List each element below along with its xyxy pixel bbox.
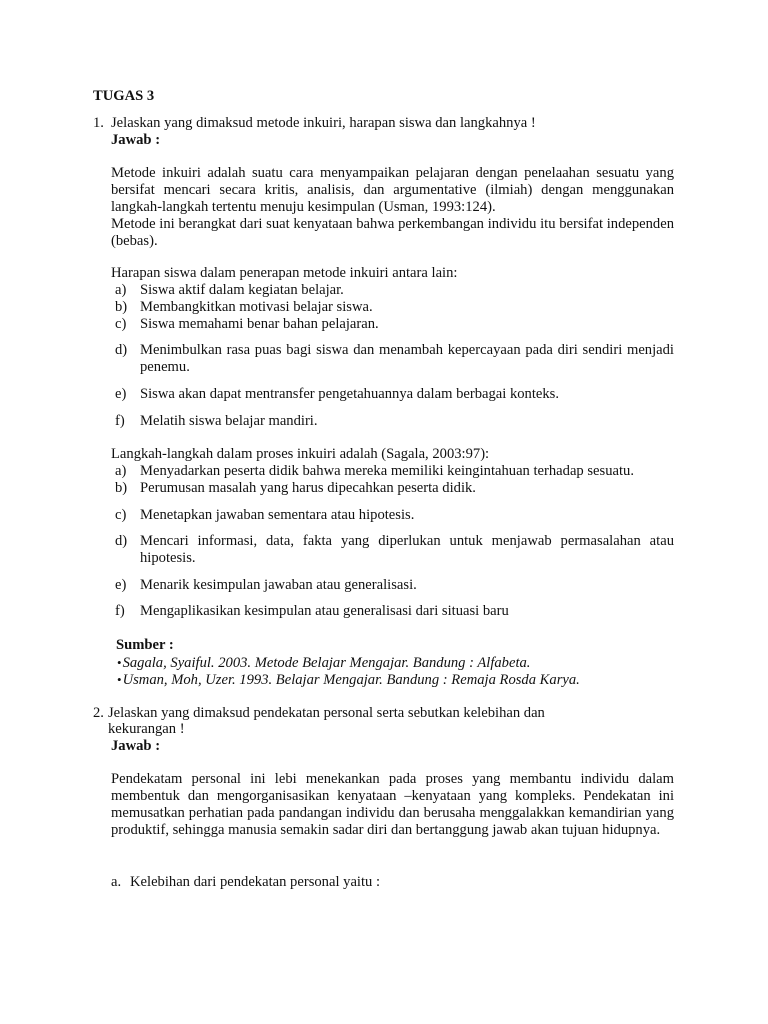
langkah-item bbox=[115, 463, 674, 480]
harapan-intro: Harapan siswa dalam penerapan metode inkuiri antara lain: bbox=[111, 265, 458, 281]
harapan-item bbox=[115, 282, 674, 299]
q2-question-line2: kekurangan ! bbox=[108, 721, 185, 737]
q1-para1: Metode inkuiri adalah suatu cara menyampaikan pelajaran dengan penelaahan sesuatu yang bersifat mencari secara kritis, analisis, dan argumentative (ilmiah) dengan menggunakan langkah-langkah tertentu menuju kesimpulan (Usman, 1993:124). bbox=[111, 165, 674, 215]
bullet-icon: • bbox=[117, 672, 122, 687]
q2-sub-a bbox=[111, 874, 381, 891]
list-label: a) bbox=[115, 463, 127, 479]
list-label: d) bbox=[115, 533, 128, 549]
q2-para: Pendekatam personal ini lebi menekankan pada proses yang membantu individu dalam membentuk dan mengorganisasikan kenyataan –kenyataan yang kompleks. Pendekatan ini memusatkan perhatian pada pandangan individu dan berusaha menggalakkan kemandirian yang produktif, sehingga manusia semakin sadar diri dan bertanggung jawab akan tujuan hidupnya. bbox=[111, 771, 674, 838]
langkah-item bbox=[115, 603, 674, 620]
q1-definition-paragraph bbox=[111, 165, 674, 250]
list-label: d) bbox=[115, 342, 128, 358]
q1-para2: Metode ini berangkat dari suat kenyataan bahwa perkembangan individu itu bersifat independen (bebas). bbox=[111, 216, 674, 249]
q2-answer-label: Jawab : bbox=[111, 738, 161, 754]
q1-question-text: Jelaskan yang dimaksud metode inkuiri, harapan siswa dan langkahnya ! bbox=[111, 115, 536, 131]
sumber-item bbox=[117, 671, 580, 689]
sub-a-text: Kelebihan dari pendekatan personal yaitu : bbox=[130, 874, 381, 890]
sumber-label: Sumber : bbox=[116, 637, 174, 653]
list-text: Menimbulkan rasa puas bagi siswa dan menambah kepercayaan pada diri sendiri menjadi penemu. bbox=[140, 342, 674, 375]
sumber-text: Sagala, Syaiful. 2003. Metode Belajar Mengajar. Bandung : Alfabeta. bbox=[122, 655, 531, 671]
list-label: e) bbox=[115, 577, 127, 593]
list-text: Mencari informasi, data, fakta yang diperlukan untuk menjawab permasalahan atau hipotesis. bbox=[140, 533, 674, 566]
list-text: Melatih siswa belajar mandiri. bbox=[140, 413, 318, 429]
langkah-item bbox=[115, 507, 674, 524]
harapan-item bbox=[115, 386, 674, 403]
q1-answer-label: Jawab : bbox=[111, 132, 161, 148]
sumber-item bbox=[117, 654, 530, 672]
langkah-item bbox=[115, 533, 674, 567]
harapan-item bbox=[115, 413, 674, 430]
sub-a-label: a. bbox=[111, 874, 122, 890]
document-title: TUGAS 3 bbox=[93, 88, 155, 104]
q2-number: 2. bbox=[93, 705, 104, 721]
list-label: c) bbox=[115, 507, 127, 523]
list-text: Menetapkan jawaban sementara atau hipotesis. bbox=[140, 507, 415, 523]
list-text: Siswa memahami benar bahan pelajaran. bbox=[140, 316, 379, 332]
list-label: e) bbox=[115, 386, 127, 402]
q1-question bbox=[93, 115, 536, 132]
q2-paragraph bbox=[111, 771, 674, 839]
q1-number: 1. bbox=[93, 115, 104, 131]
list-text: Menarik kesimpulan jawaban atau generalisasi. bbox=[140, 577, 417, 593]
list-text: Siswa akan dapat mentransfer pengetahuannya dalam berbagai konteks. bbox=[140, 386, 560, 402]
list-text: Mengaplikasikan kesimpulan atau generalisasi dari situasi baru bbox=[140, 603, 509, 619]
list-label: b) bbox=[115, 299, 128, 315]
list-label: b) bbox=[115, 480, 128, 496]
list-text: Menyadarkan peserta didik bahwa mereka memiliki keingintahuan terhadap sesuatu. bbox=[140, 463, 634, 479]
list-text: Siswa aktif dalam kegiatan belajar. bbox=[140, 282, 344, 298]
sumber-text: Usman, Moh, Uzer. 1993. Belajar Mengajar. Bandung : Remaja Rosda Karya. bbox=[122, 672, 580, 688]
q2-question bbox=[93, 705, 545, 722]
list-text: Perumusan masalah yang harus dipecahkan peserta didik. bbox=[140, 480, 476, 496]
list-text: Membangkitkan motivasi belajar siswa. bbox=[140, 299, 373, 315]
langkah-item bbox=[115, 577, 674, 594]
langkah-intro: Langkah-langkah dalam proses inkuiri adalah (Sagala, 2003:97): bbox=[111, 446, 490, 462]
harapan-item bbox=[115, 299, 674, 316]
list-label: c) bbox=[115, 316, 127, 332]
harapan-item bbox=[115, 342, 674, 376]
harapan-item bbox=[115, 316, 674, 333]
q2-question-line1: Jelaskan yang dimaksud pendekatan personal serta sebutkan kelebihan dan bbox=[108, 705, 545, 721]
list-label: a) bbox=[115, 282, 127, 298]
list-label: f) bbox=[115, 603, 125, 619]
bullet-icon: • bbox=[117, 655, 122, 670]
langkah-item bbox=[115, 480, 674, 497]
list-label: f) bbox=[115, 413, 125, 429]
